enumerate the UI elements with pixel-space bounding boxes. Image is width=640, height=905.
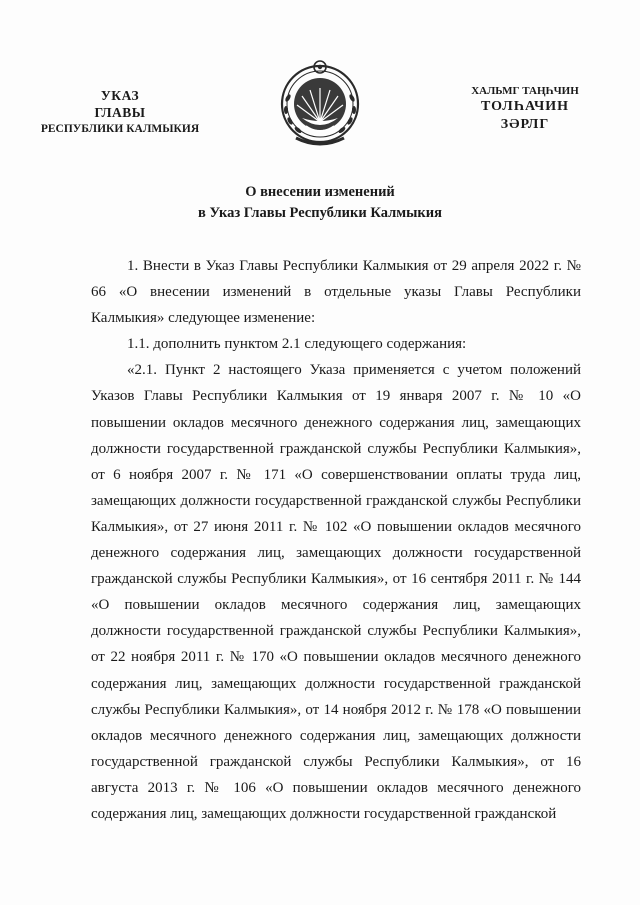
header-left-line-3: РЕСПУБЛИКИ КАЛМЫКИЯ (40, 122, 200, 135)
title-line-1: О внесении изменений (245, 184, 395, 200)
header-right-line-3: ЗӘРЛГ (500, 117, 550, 133)
paragraph-3: «2.1. Пункт 2 настоящего Указа применяется с учетом положений Указов Главы Республики Калмыкия от 19 января 2007 г. № 10 «О повышении окладов месячного денежного содержания лиц, замещающих должности государственной гражданской службы Республики Калмыкия», от 6 ноября 2007 г. № 171 «О совершенствовании оплаты труда лиц, замещающих должности государственной гражданской службы Республики Калмыкия», от 27 июня 2011 г. № 102 «О повышении окладов месячного денежного содержания лиц, замещающих должности государственной гражданской службы Республики Калмыкия», от 16 сентября 2011 г. № 144 «О повышении окладов месячного содержания лиц, замещающих должности государственной гражданской службы Республики Калмыкия», от 22 ноября 2011 г. № 170 «О повышении окладов месячного денежного содержания лиц, замещающих должности государственной гражданской службы Республики Калмыкия», от 14 ноября 2012 г. № 178 «О повышении окладов месячного денежного содержания лиц, замещающих должности государственной гражданской службы Республики Калмыкия», от 16 августа 2013 г. № 106 «О повышении окладов месячного денежного содержания лиц, замещающих должности государственной гражданской (91, 362, 581, 822)
document-title (0, 182, 640, 224)
decree-header-kalmyk (450, 84, 600, 135)
header-right-line-2: ТОЛҺАЧИН (480, 99, 570, 115)
header-left-line-2: ГЛАВЫ (94, 104, 146, 120)
header-left-line-1: УКАЗ (100, 88, 140, 103)
coat-of-arms-icon (276, 58, 364, 148)
title-line-2: в Указ Главы Республики Калмыкия (198, 205, 442, 222)
header-right-line-1: ХАЛЬМГ ТАҢҺЧИН (471, 85, 579, 97)
document-body (91, 253, 581, 827)
decree-header-russian (30, 88, 210, 136)
paragraph-2: 1.1. дополнить пунктом 2.1 следующего содержания: (127, 336, 467, 353)
paragraph-1: 1. Внести в Указ Главы Республики Калмыкия от 29 апреля 2022 г. № 66 «О внесении изменений в отдельные указы Главы Республики Калмыкия» следующее изменение: (91, 258, 581, 327)
